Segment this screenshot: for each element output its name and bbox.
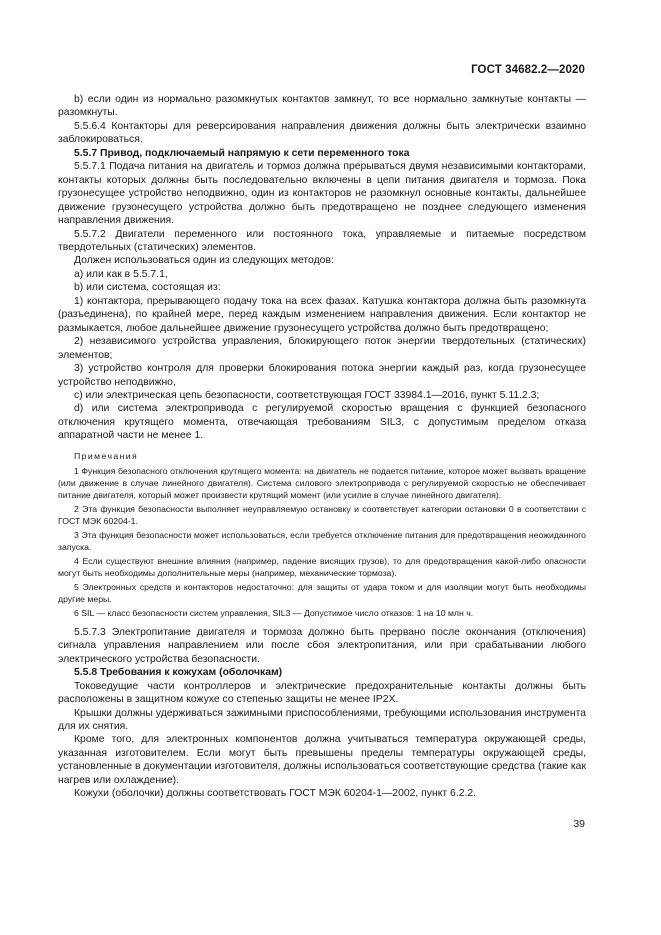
list-item: b) или система, состоящая из: bbox=[74, 282, 221, 294]
paragraph: Крышки должны удерживаться зажимными приспособлениями, требующими использования инструмента для их снятия. bbox=[58, 707, 586, 732]
paragraph: 5.5.6.4 Контакторы для реверсирования направления движения должны быть электрически взаимно заблокироваться. bbox=[58, 120, 586, 146]
standard-header: ГОСТ 34682.2—2020 bbox=[471, 64, 585, 76]
paragraph: b) если один из нормально разомкнутых контактов замкнут, то все нормально замкнутые контакты — разомкнуты. bbox=[58, 94, 586, 119]
note-item: 1 Функция безопасного отключения крутящего момента: на двигатель не подается питание, которое может вызвать вращение (или движение в случае линейного двигателя). Система силового электропривода с регулируемой скоростью не обеспечивает питание двигателя, который может произвести крутящий момент (или усилие в случае линейного двигателя). bbox=[58, 465, 586, 500]
list-item: 3) устройство контроля для проверки блокирования потока энергии каждый раз, когда грузонесущее устройство неподвижно, bbox=[58, 363, 586, 388]
section-heading: 5.5.8 Требования к кожухам (оболочкам) bbox=[74, 667, 283, 679]
list-item: d) или система электропривода с регулируемой скоростью вращения с функцией безопасного отключения крутящего момента, отвечающая требованиям SIL3, с допустимым пределом отказа аппаратной части не менее 1. bbox=[58, 403, 586, 442]
note-item: 5 Электронных средств и контакторов недостаточно: для защиты от удара током и для изоляции могут быть необходимы другие меры. bbox=[58, 581, 586, 604]
note-item: 4 Если существуют внешние влияния (например, падение висящих грузов), то для предотвращения какой-либо опасности могут быть необходимы дополнительные меры (например, механические тормоза). bbox=[58, 555, 586, 578]
paragraph: Кроме того, для электронных компонентов должна учитываться температура окружающей среды, указанная изготовителем. Если могут быть превышены пределы температуры окружающей среды, установленные в документации изготовителя, должны использоваться соответствующие средства (такие как нагрев или охлаждение). bbox=[58, 734, 586, 786]
page-number: 39 bbox=[573, 818, 585, 830]
note-item: 2 Эта функция безопасности выполняет неуправляемую остановку и соответствует категории остановки 0 в соответствии с ГОСТ МЭК 60204-1. bbox=[58, 503, 586, 526]
list-item: a) или как в 5.5.7.1, bbox=[74, 268, 168, 280]
notes-title: Примечания bbox=[74, 450, 139, 461]
note-item: 3 Эта функция безопасности может использоваться, если требуется отключение питания для предотвращения неожиданного запуска. bbox=[58, 529, 586, 552]
notes-block bbox=[58, 450, 586, 619]
paragraph: 5.5.7.3 Электропитание двигателя и тормоза должно быть прервано после окончания (отключения) сигнала управления направлением или после сбоя электропитания, или при срабатывании любого электрического устройства безопасности. bbox=[58, 626, 586, 665]
section-heading: 5.5.7 Привод, подключаемый напрямую к сети переменного тока bbox=[74, 147, 410, 159]
list-item: 1) контактора, прерывающего подачу тока на всех фазах. Катушка контактора должна быть разомкнута (разъединена), по крайней мере, перед каждым изменением направления движения. Если контактор не размыкается, любое дальнейшее движение грузонесущего устройства должно быть предотвращено; bbox=[58, 295, 586, 334]
list-item: 2) независимого устройства управления, блокирующего поток энергии твердотельных (статических) элементов; bbox=[58, 336, 586, 361]
paragraph: Должен использоваться один из следующих методов: bbox=[74, 255, 334, 267]
paragraph: Токоведущие части контроллеров и электрические предохранительные контакты должны быть расположены в защитном кожухе со степенью защиты не менее IP2X. bbox=[58, 680, 586, 706]
paragraph: 5.5.7.2 Двигатели переменного или постоянного тока, управляемые и питаемые посредством твердотельных (статических) элементов. bbox=[58, 228, 586, 253]
document-body bbox=[58, 93, 586, 801]
paragraph: Кожухи (оболочки) должны соответствовать ГОСТ МЭК 60204-1—2002, пункт 6.2.2. bbox=[74, 788, 477, 800]
list-item: c) или электрическая цепь безопасности, соответствующая ГОСТ 33984.1—2016, пункт 5.11.2.3; bbox=[74, 389, 540, 401]
paragraph: 5.5.7.1 Подача питания на двигатель и тормоз должна прерываться двумя независимыми контакторами, контакты которых должны быть последовательно включены в цепи питания двигателя и тормоза. Пока грузонесущее устройство неподвижно, один из контакторов не разомкнул основные контакты, дальнейшее движение грузонесущего устройства должно быть предотвращено не позднее следующего изменения направления движения. bbox=[58, 161, 586, 227]
note-item: 6 SIL — класс безопасности систем управления, SIL3 — Допустимое число отказов: 1 на 10 млн ч. bbox=[74, 607, 474, 618]
